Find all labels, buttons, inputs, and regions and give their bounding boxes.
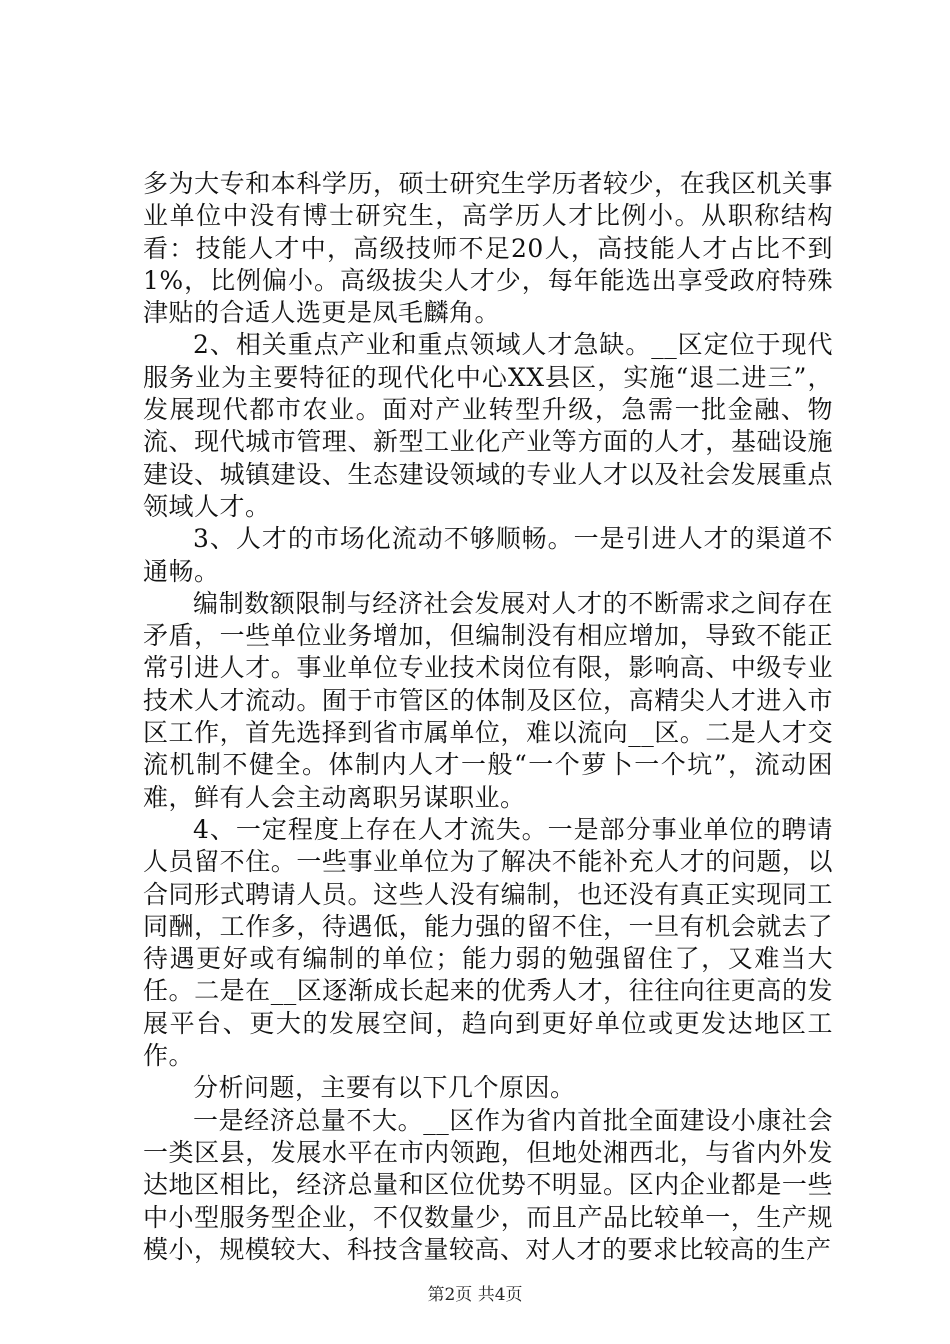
paragraph: 一是经济总量不大。__区作为省内首批全面建设小康社会一类区县，发展水平在市内领跑，但地处湘西北，与省内外发达地区相比，经济总量和区位优势不明显。区内企业都是一些中小型服务型企业，不仅数量少，而且产品比较单一，生产规模小，规模较大、科技含量较高、对人才的要求比较高的生产 xyxy=(143,1105,833,1264)
page-number-footer: 第2页 共4页 xyxy=(427,1285,523,1305)
paragraph: 3、人才的市场化流动不够顺畅。一是引进人才的渠道不通畅。 xyxy=(143,524,833,586)
paragraph: 分析问题，主要有以下几个原因。 xyxy=(193,1073,576,1103)
paragraph: 编制数额限制与经济社会发展对人才的不断需求之间存在矛盾，一些单位业务增加，但编制没有相应增加，导致不能正常引进人才。事业单位专业技术岗位有限，影响高、中级专业技术人才流动。囿于市管区的体制及区位，高精尖人才进入市区工作，首先选择到省市属单位，难以流向__区。二是人才交流机制不健全。体制内人才一般“一个萝卜一个坑”，流动困难，鲜有人会主动离职另谋职业。 xyxy=(143,588,833,812)
paragraph: 2、相关重点产业和重点领域人才急缺。__区定位于现代服务业为主要特征的现代化中心XX县区，实施“退二进三”，发展现代都市农业。面对产业转型升级，急需一批金融、物流、现代城市管理、新型工业化产业等方面的人才，基础设施建设、城镇建设、生态建设领域的专业人才以及社会发展重点领域人才。 xyxy=(143,330,833,521)
paragraph: 多为大专和本科学历，硕士研究生学历者较少，在我区机关事业单位中没有博士研究生，高学历人才比例小。从职称结构看：技能人才中，高级技师不足20人，高技能人才占比不到1%，比例偏小。高级拔尖人才少，每年能选出享受政府特殊津贴的合适人选更是凤毛麟角。 xyxy=(143,169,833,328)
document-body xyxy=(143,168,833,1266)
paragraph: 4、一定程度上存在人才流失。一是部分事业单位的聘请人员留不住。一些事业单位为了解决不能补充人才的问题，以合同形式聘请人员。这些人没有编制，也还没有真正实现同工同酬，工作多，待遇低，能力强的留不住，一旦有机会就去了待遇更好或有编制的单位；能力弱的勉强留住了，又难当大任。二是在__区逐渐成长起来的优秀人才，往往向往更高的发展平台、更大的发展空间，趋向到更好单位或更发达地区工作。 xyxy=(143,814,833,1071)
